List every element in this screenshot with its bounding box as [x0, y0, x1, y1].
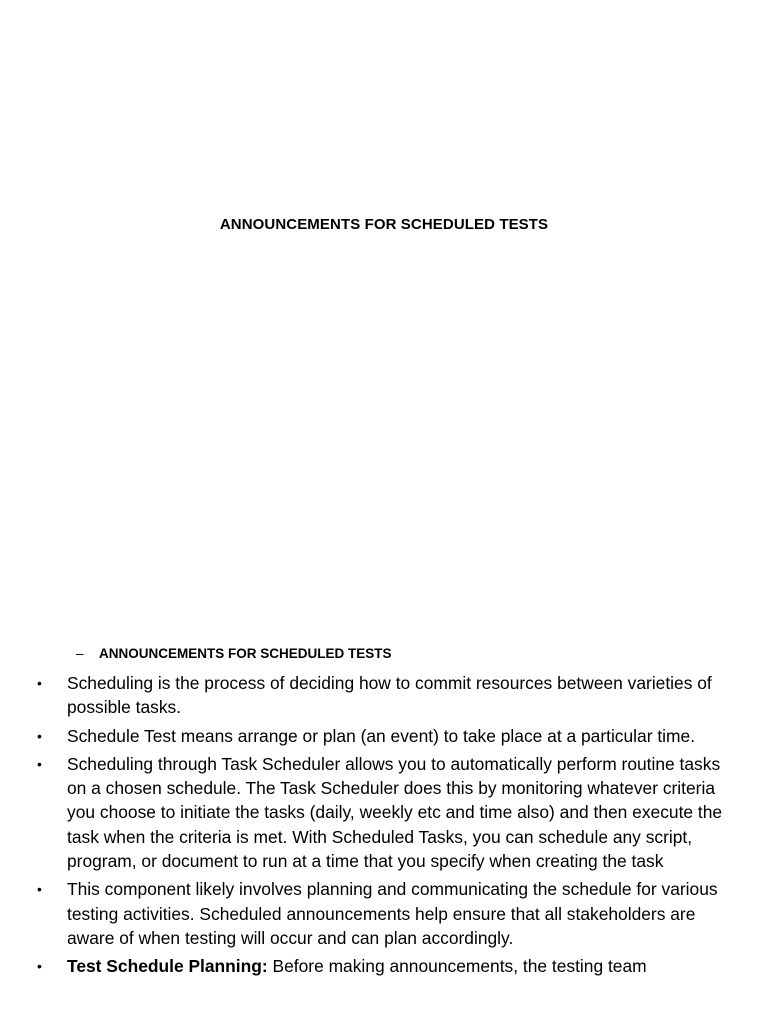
- bullet-icon: •: [37, 755, 42, 772]
- bullet-icon: •: [37, 675, 42, 691]
- bullet-text: This component likely involves planning and communicating the schedule for various testing activities. Scheduled announcements help ensure that all stakeholders are aware of when testing will occur and can plan accordingly.: [67, 879, 718, 948]
- bullet-text: Before making announcements, the testing team: [267, 956, 647, 977]
- bullet-text: Schedule Test means arrange or plan (an event) to take place at a particular time.: [67, 725, 696, 746]
- subheading: [76, 646, 392, 661]
- dash-marker: –: [76, 646, 84, 661]
- bullet-text: Scheduling through Task Scheduler allows you to automatically perform routine tasks on a chosen schedule. The Task Scheduler does this by monitoring whatever criteria you choose to initiate the tasks (daily, weekly etc and time also) and then execute the task when the criteria is met. With Scheduled Tasks, you can schedule any script, program, or document to run at a time that you specify when creating the task: [67, 753, 723, 872]
- bullet-list: [37, 671, 737, 983]
- list-item: [37, 724, 737, 748]
- bullet-icon: •: [37, 958, 42, 975]
- list-item: [37, 671, 737, 720]
- bullet-lead: Test Schedule Planning:: [67, 956, 268, 977]
- list-item: [37, 752, 737, 873]
- list-item: [37, 877, 737, 950]
- list-item: [37, 954, 737, 978]
- bullet-icon: •: [37, 881, 42, 898]
- page-title: ANNOUNCEMENTS FOR SCHEDULED TESTS: [219, 216, 549, 233]
- bullet-text: Scheduling is the process of deciding how to commit resources between varieties of possible tasks.: [67, 673, 712, 718]
- subheading-text: ANNOUNCEMENTS FOR SCHEDULED TESTS: [99, 646, 392, 661]
- bullet-icon: •: [37, 727, 42, 744]
